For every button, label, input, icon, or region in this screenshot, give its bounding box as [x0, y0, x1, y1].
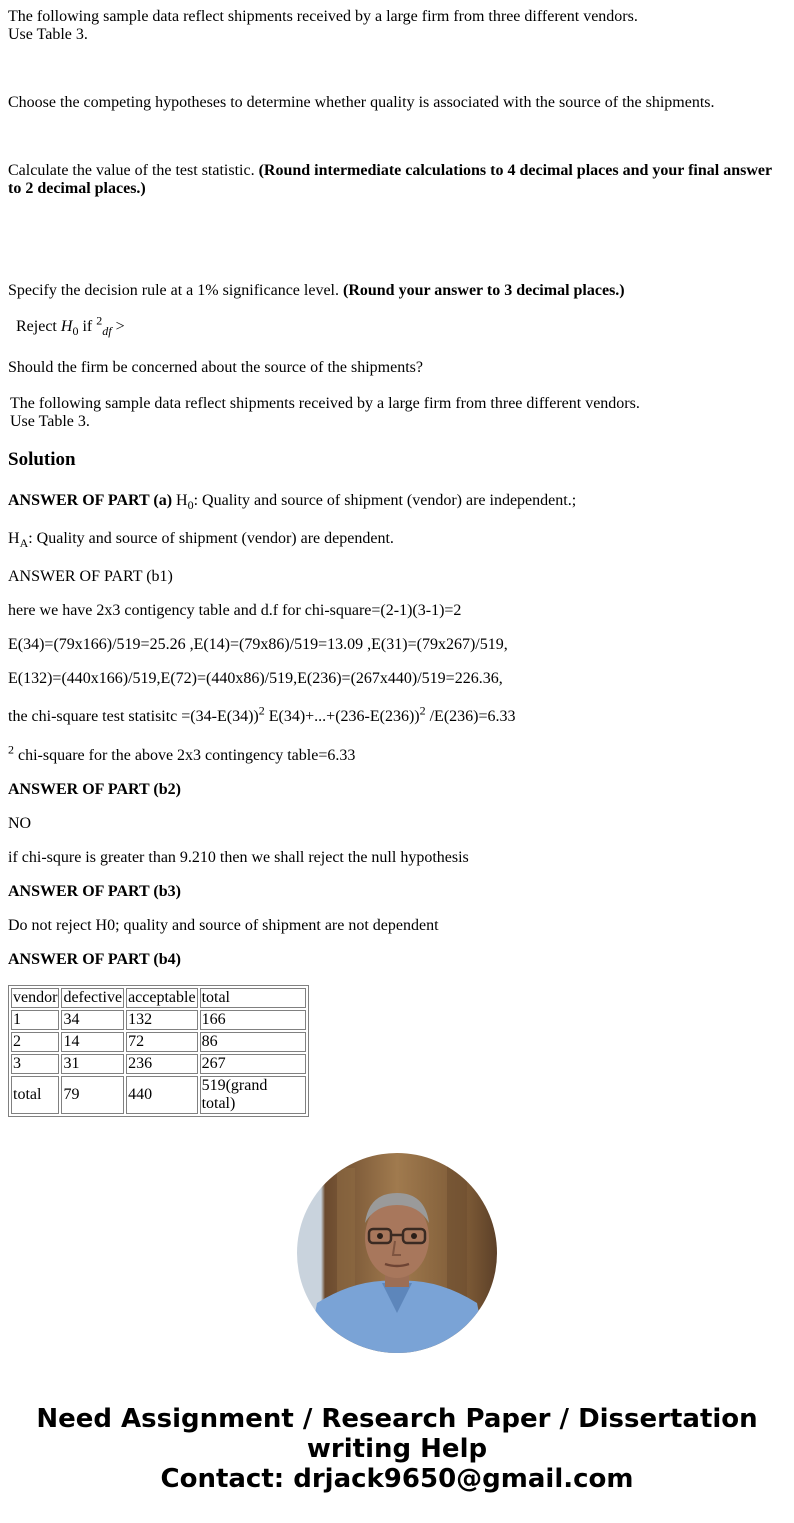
table-cell: 166	[200, 1010, 306, 1030]
b1-line-1: here we have 2x3 contigency table and d.f for chi-square=(2-1)(3-1)=2	[8, 602, 462, 619]
question-repeat	[10, 395, 640, 431]
contingency-table	[8, 985, 309, 1117]
table-cell: 86	[200, 1032, 306, 1052]
answer-b1-label: ANSWER OF PART (b1)	[8, 568, 173, 585]
answer-a-label: ANSWER OF PART (a)	[8, 492, 173, 509]
ha-text: : Quality and source of shipment (vendor) are dependent.	[28, 530, 394, 547]
promo-footer	[0, 1404, 794, 1494]
stat-sup-1: 2	[258, 703, 265, 718]
question-intro	[8, 8, 638, 44]
table-cell: 267	[200, 1054, 306, 1074]
result-sup: 2	[8, 742, 14, 757]
part-b2-question	[8, 282, 625, 300]
result-text: chi-square for the above 2x3 contingency table=6.33	[14, 747, 356, 764]
answer-a-text: : Quality and source of shipment (vendor) are independent.;	[193, 492, 577, 509]
answer-ha	[8, 530, 394, 551]
table-cell: 3	[11, 1054, 59, 1074]
table-row	[11, 1032, 306, 1052]
b1-result	[8, 742, 356, 765]
part-b2-text: Specify the decision rule at a 1% significance level.	[8, 282, 343, 299]
table-cell: total	[200, 988, 306, 1008]
b2-rule: if chi-squre is greater than 9.210 then we shall reject the null hypothesis	[8, 849, 469, 866]
avatar-portrait-icon	[297, 1153, 497, 1353]
part-b1-text: Calculate the value of the test statistic.	[8, 162, 259, 179]
table-cell: 31	[61, 1054, 124, 1074]
table-cell: 132	[126, 1010, 198, 1030]
footer-line-2: writing Help	[306, 1434, 488, 1464]
table-cell: acceptable	[128, 989, 196, 1006]
part-b1-question	[8, 162, 782, 198]
footer-line-1: Need Assignment / Research Paper / Dissertation	[36, 1404, 758, 1434]
table-cell: 519(grand total)	[200, 1076, 306, 1114]
table-cell: 2	[11, 1032, 59, 1052]
intro-line-2: Use Table 3.	[8, 26, 88, 43]
author-avatar	[297, 1153, 497, 1353]
table-cell: 440	[126, 1076, 198, 1114]
b1-line-2: E(34)=(79x166)/519=25.26 ,E(14)=(79x86)/519=13.09 ,E(31)=(79x267)/519,	[8, 636, 508, 653]
answer-a-h-sub: 0	[187, 498, 194, 513]
reject-sup: 2	[96, 313, 103, 328]
b1-line-3: E(132)=(440x166)/519,E(72)=(440x86)/519,E(236)=(267x440)/519=226.36,	[8, 670, 503, 687]
part-b1-instruction: (Round intermediate calculations to 4 decimal places and your final answer to 2 decimal places.)	[8, 162, 772, 197]
answer-b4-label-text: ANSWER OF PART (b4)	[8, 951, 181, 968]
table-cell: 72	[126, 1032, 198, 1052]
repeat-line-2: Use Table 3.	[10, 413, 90, 430]
part-b3-question: Should the firm be concerned about the source of the shipments?	[8, 359, 423, 376]
part-b2-instruction: (Round your answer to 3 decimal places.)	[342, 282, 625, 299]
answer-b3-label	[8, 883, 181, 901]
table-cell: 1	[11, 1010, 59, 1030]
reject-h-sub: 0	[72, 324, 79, 339]
footer-contact: Contact: drjack9650@gmail.com	[160, 1464, 634, 1494]
ha-h: H	[8, 530, 20, 547]
table-cell: 14	[61, 1032, 124, 1052]
answer-a	[8, 492, 577, 513]
answer-b2-label	[8, 781, 181, 799]
part-a-question: Choose the competing hypotheses to determine whether quality is associated with the source of the shipments.	[8, 94, 715, 111]
table-cell: 34	[61, 1010, 124, 1030]
answer-b4-label	[8, 951, 181, 969]
stat-sup-2: 2	[419, 703, 426, 718]
table-cell: 79	[61, 1076, 124, 1114]
table-row	[11, 988, 306, 1008]
reject-prefix: Reject	[16, 318, 61, 335]
b3-answer: Do not reject H0; quality and source of shipment are not dependent	[8, 917, 439, 934]
table-cell: defective	[63, 989, 123, 1006]
table-cell: vendor	[13, 989, 58, 1006]
stat-part-b: E(34)+...+(236-E(236))	[264, 708, 420, 725]
repeat-line-1: The following sample data reflect shipments received by a large firm from three different vendors.	[10, 395, 640, 412]
table-row	[11, 1076, 306, 1114]
table-cell: 236	[126, 1054, 198, 1074]
reject-gt: >	[111, 318, 125, 335]
answer-b2-label-text: ANSWER OF PART (b2)	[8, 781, 181, 798]
reject-df-text: df	[102, 324, 112, 339]
reject-df	[102, 324, 111, 338]
stat-part-c: /E(236)=6.33	[425, 708, 516, 725]
table-cell: total	[11, 1076, 59, 1114]
stat-part-a: the chi-square test statisitc =(34-E(34))	[8, 708, 259, 725]
reject-h: H	[60, 318, 73, 335]
ha-sub: A	[19, 536, 29, 551]
table-row	[11, 1010, 306, 1030]
b2-answer: NO	[8, 815, 32, 832]
b1-test-statistic	[8, 703, 516, 726]
answer-b3-label-text: ANSWER OF PART (b3)	[8, 883, 181, 900]
solution-heading: Solution	[8, 449, 76, 470]
table-row	[11, 1054, 306, 1074]
answer-a-h: H	[172, 492, 188, 509]
intro-line-1: The following sample data reflect shipments received by a large firm from three different vendors.	[8, 8, 638, 25]
decision-rule	[16, 313, 125, 339]
reject-if: if	[78, 318, 97, 335]
